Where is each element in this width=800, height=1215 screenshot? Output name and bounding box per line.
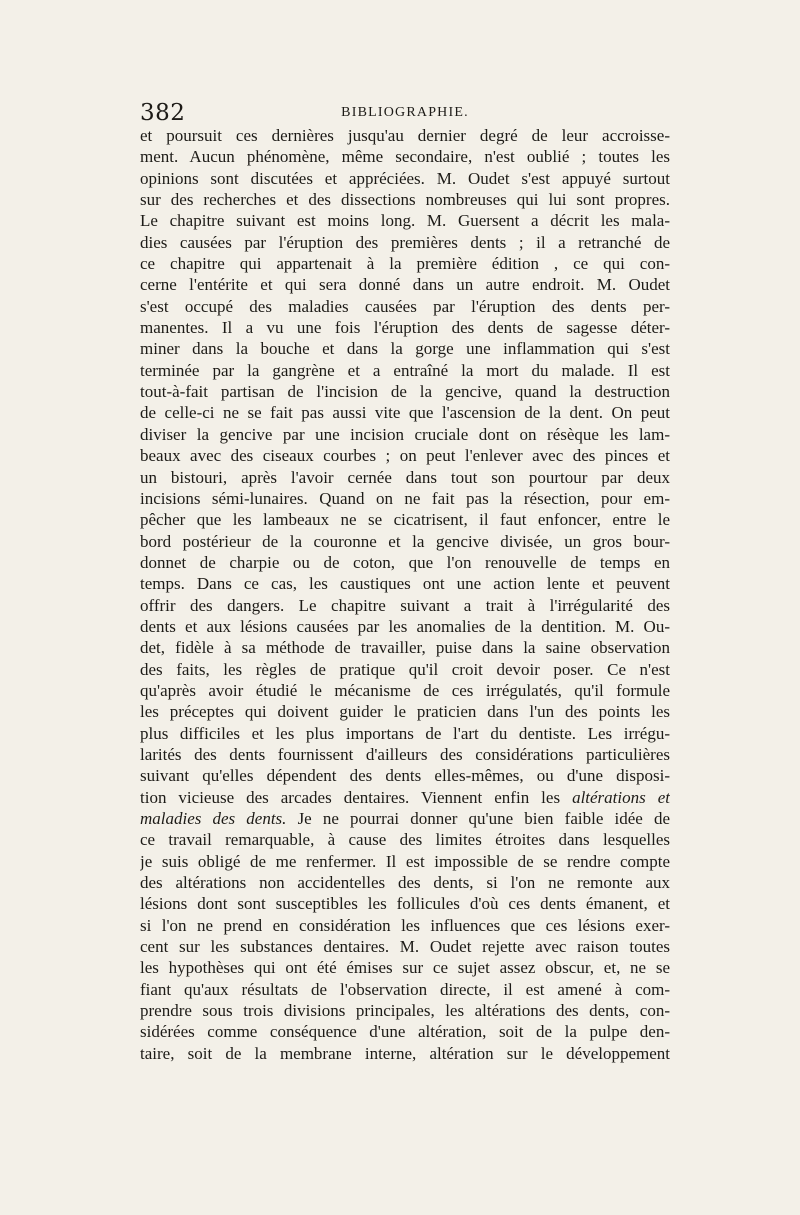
- text-line: beaux avec des ciseaux courbes ; on peut l'enlever avec des pinces et: [140, 446, 670, 466]
- text-line: dents et aux lésions causées par les anomalies de la dentition. M. Ou-: [140, 616, 670, 636]
- text-line: les préceptes qui doivent guider le praticien dans l'un des points les: [140, 702, 670, 722]
- text-line: lésions dont sont susceptibles les follicules d'où ces dents émanent, et: [140, 894, 670, 914]
- page-number: 382: [140, 100, 186, 126]
- text-line: suivant qu'elles dépendent des dents elles-mêmes, ou d'une disposi-: [140, 766, 670, 786]
- text-line: dies causées par l'éruption des premières dents ; il a retranché de: [140, 232, 670, 252]
- text-line: opinions sont discutées et appréciées. M. Oudet s'est appuyé surtout: [140, 168, 670, 188]
- text-line: det, fidèle à sa méthode de travailler, puise dans la saine observation: [140, 638, 670, 658]
- text-line-with-italic: [140, 787, 670, 808]
- text-line: des altérations non accidentelles des dents, si l'on ne remonte aux: [140, 873, 670, 893]
- text-line: un bistouri, après l'avoir cernée dans tout son pourtour par deux: [140, 467, 670, 487]
- running-title: BIBLIOGRAPHIE.: [341, 105, 469, 120]
- text-line: cerne l'entérite et qui sera donné dans un autre endroit. M. Oudet: [140, 275, 670, 295]
- text-line: temps. Dans ce cas, les caustiques ont une action lente et peuvent: [140, 574, 670, 594]
- text-line: incisions sémi-lunaires. Quand on ne fait pas la résection, pour em-: [140, 488, 670, 508]
- text-line: je suis obligé de me renfermer. Il est impossible de se rendre compte: [140, 851, 670, 871]
- text-run: Je ne pourrai donner qu'une bien faible idée de: [297, 809, 670, 828]
- text-line: fiant qu'aux résultats de l'observation directe, il est amené à com-: [140, 979, 670, 999]
- text-line: larités des dents fournissent d'ailleurs des considérations particulières: [140, 744, 670, 764]
- text-line: sur des recherches et des dissections nombreuses qui lui sont propres.: [140, 190, 670, 210]
- text-run: tion vicieuse des arcades dentaires. Viennent enfin les: [140, 787, 561, 807]
- text-line: diviser la gencive par une incision cruciale dont on résèque les lam-: [140, 424, 670, 444]
- text-line: s'est occupé des maladies causées par l'éruption des dents per-: [140, 296, 670, 316]
- text-line: manentes. Il a vu une fois l'éruption des dents de sagesse déter-: [140, 318, 670, 338]
- italic-run: altérations et: [572, 787, 670, 807]
- text-line: offrir des dangers. Le chapitre suivant a trait à l'irrégularité des: [140, 595, 670, 615]
- text-line: plus difficiles et les plus importans de l'art du dentiste. Les irrégu-: [140, 723, 670, 743]
- text-line: sidérées comme conséquence d'une altération, soit de la pulpe den-: [140, 1022, 670, 1042]
- text-line: ce travail remarquable, à cause des limites étroites dans lesquelles: [140, 830, 670, 850]
- body-text: [140, 125, 670, 1064]
- text-line: pêcher que les lambeaux ne se cicatrisent, il faut enfoncer, entre le: [140, 510, 670, 530]
- text-line: tout-à-fait partisan de l'incision de la gencive, quand la destruction: [140, 382, 670, 402]
- text-line: si l'on ne prend en considération les influences que ces lésions exer-: [140, 915, 670, 935]
- text-line: miner dans la bouche et dans la gorge une inflammation qui s'est: [140, 339, 670, 359]
- text-line: les hypothèses qui ont été émises sur ce sujet assez obscur, et, ne se: [140, 958, 670, 978]
- italic-run: maladies des dents.: [140, 809, 287, 828]
- page-header: [140, 100, 670, 128]
- text-line: Le chapitre suivant est moins long. M. Guersent a décrit les mala-: [140, 211, 670, 231]
- text-line: des faits, les règles de pratique qu'il croit devoir poser. Ce n'est: [140, 659, 670, 679]
- text-line: prendre sous trois divisions principales, les altérations des dents, con-: [140, 1001, 670, 1021]
- text-line: terminée par la gangrène et a entraîné la mort du malade. Il est: [140, 360, 670, 380]
- text-line: donnet de charpie ou de coton, que l'on renouvelle de temps en: [140, 552, 670, 572]
- text-line-with-italic: [140, 808, 670, 829]
- text-line: de celle-ci ne se fait pas aussi vite que l'ascension de la dent. On peut: [140, 403, 670, 423]
- text-line: ce chapitre qui appartenait à la première édition , ce qui con-: [140, 254, 670, 274]
- text-line: et poursuit ces dernières jusqu'au dernier degré de leur accroisse-: [140, 126, 670, 145]
- text-line: bord postérieur de la couronne et la gencive divisée, un gros bour-: [140, 531, 670, 551]
- text-line: cent sur les substances dentaires. M. Oudet rejette avec raison toutes: [140, 937, 670, 957]
- text-line: taire, soit de la membrane interne, altération sur le développement: [140, 1043, 670, 1063]
- text-line: qu'après avoir étudié le mécanisme de ces irrégulatés, qu'il formule: [140, 680, 670, 700]
- text-line: ment. Aucun phénomène, même secondaire, n'est oublié ; toutes les: [140, 147, 670, 167]
